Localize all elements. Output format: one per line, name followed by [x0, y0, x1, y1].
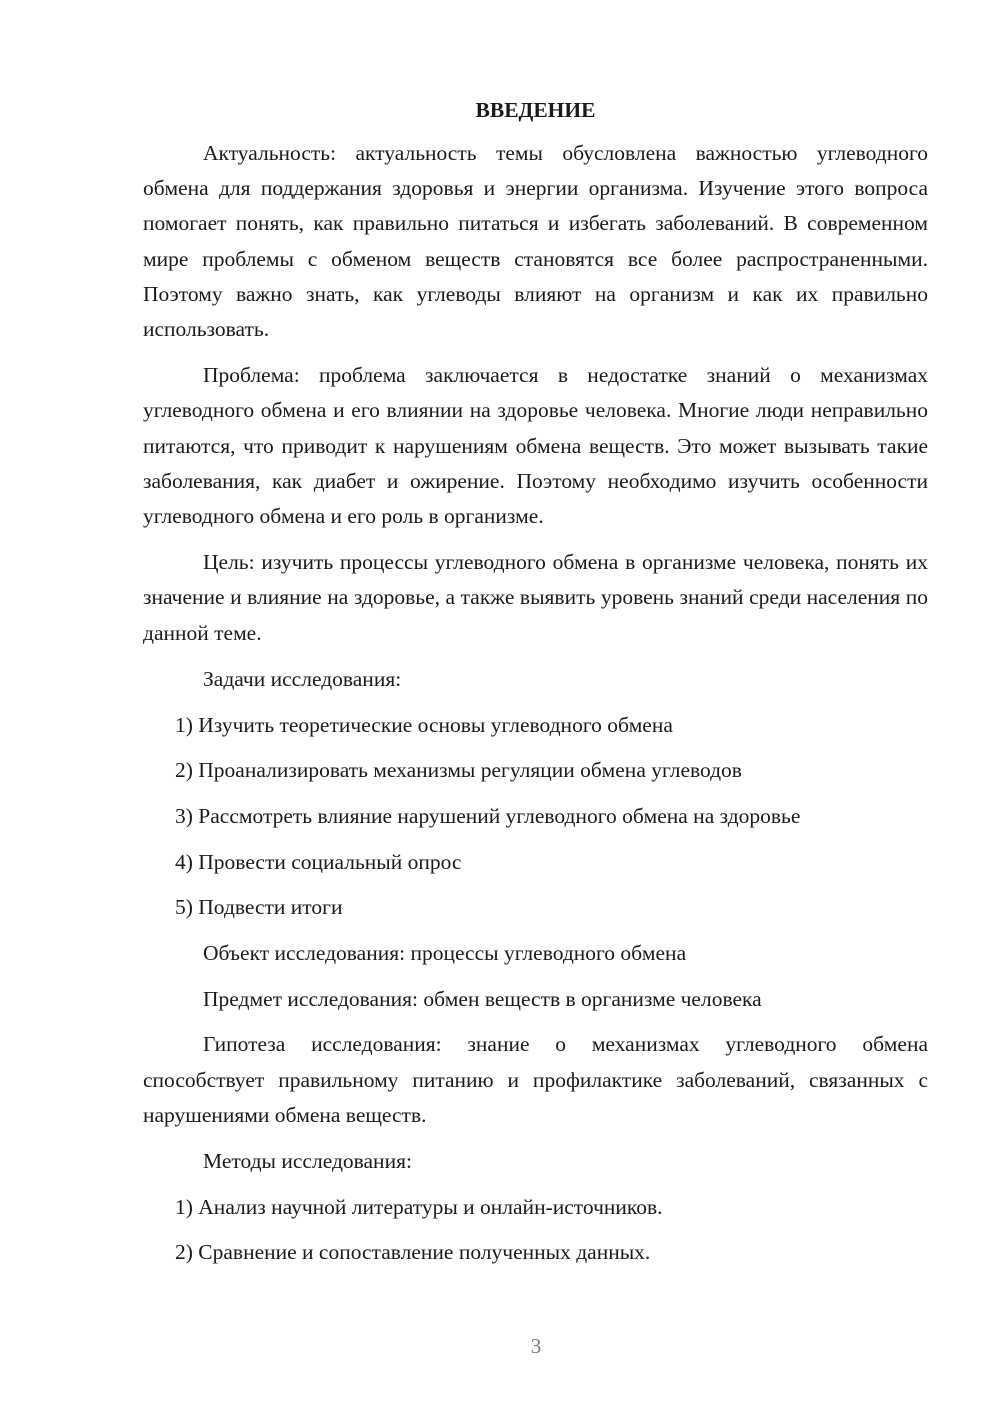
- hypothesis-paragraph: Гипотеза исследования: знание о механизмах углеводного обмена способствует правильному питанию и профилактике заболеваний, связанных с нарушениями обмена веществ.: [143, 1032, 928, 1127]
- task-item-1: 1) Изучить теоретические основы углеводного обмена: [175, 712, 673, 737]
- page-number: 3: [530, 1334, 542, 1358]
- relevance-paragraph: Актуальность: актуальность темы обусловлена важностью углеводного обмена для поддержания здоровья и энергии организма. Изучение этого вопроса помогает понять, как правильно питаться и избегать заболеваний. В современном мире проблемы с обменом веществ становятся все более распространенными. Поэтому важно знать, как углеводы влияют на организм и как их правильно использовать.: [143, 141, 928, 342]
- task-item-2: 2) Проанализировать механизмы регуляции обмена углеводов: [175, 758, 742, 783]
- goal-paragraph: Цель: изучить процессы углеводного обмена в организме человека, понять их значение и влияние на здоровье, а также выявить уровень знаний среди населения по данной теме.: [143, 550, 928, 645]
- task-item-5: 5) Подвести итоги: [175, 895, 343, 920]
- research-subject: Предмет исследования: обмен веществ в организме человека: [203, 986, 762, 1011]
- method-item-2: 2) Сравнение и сопоставление полученных данных.: [175, 1240, 651, 1265]
- problem-paragraph: Проблема: проблема заключается в недостатке знаний о механизмах углеводного обмена и его влиянии на здоровье человека. Многие люди неправильно питаются, что приводит к нарушениям обмена веществ. Это может вызывать такие заболевания, как диабет и ожирение. Поэтому необходимо изучить особенности углеводного обмена и его роль в организме.: [143, 363, 928, 529]
- task-item-3: 3) Рассмотреть влияние нарушений углеводного обмена на здоровье: [175, 803, 801, 828]
- method-item-1: 1) Анализ научной литературы и онлайн-источников.: [175, 1194, 663, 1219]
- task-item-4: 4) Провести социальный опрос: [175, 849, 462, 874]
- research-object: Объект исследования: процессы углеводного обмена: [203, 941, 687, 966]
- methods-heading: Методы исследования:: [203, 1149, 412, 1174]
- page-content: [143, 94, 928, 1281]
- page-title: ВВЕДЕНИЕ: [475, 98, 596, 122]
- tasks-heading: Задачи исследования:: [203, 666, 402, 691]
